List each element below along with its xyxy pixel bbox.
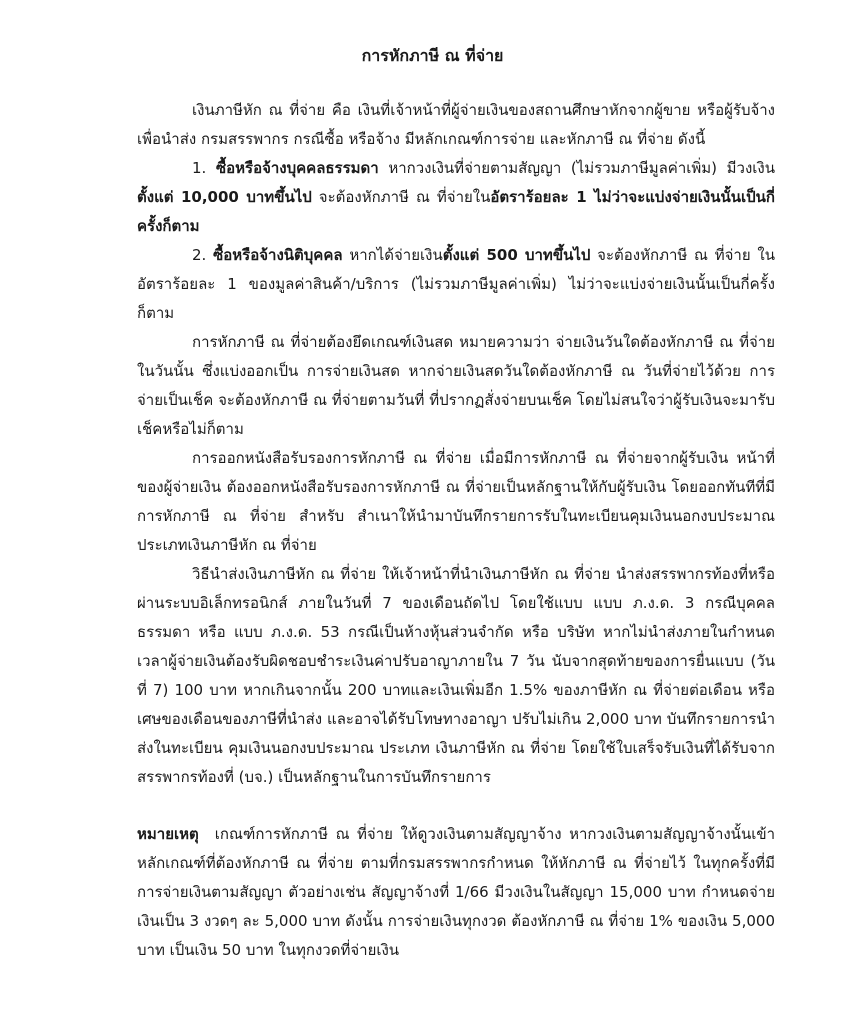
item-2-text-b: จะต้องหักภาษี ณ ที่จ่าย ในอัตราร้อยละ 1 ของมูลค่าสินค้า/บริการ (ไม่รวมภาษีมูลค่าเพิ่ม) ไม่ว่าจะแบ่งจ่ายเงินนั้นเป็นกี่ครั้งก็ตาม [137,246,775,322]
item-1-paragraph [137,154,775,241]
item-2-number: 2. [192,246,207,264]
item-2-text-a: หากได้จ่ายเงิน [342,246,443,264]
item-1-bold-c: อัตราร้อยละ 1 ไม่ว่าจะแบ่งจ่ายเงินนั้นเป็นกี่ครั้งก็ตาม [137,188,775,235]
note-paragraph [137,820,775,965]
item-1-text-b: จะต้องหักภาษี ณ ที่จ่ายใน [311,188,491,206]
item-1-bold-b: ตั้งแต่ 10,000 บาทขึ้นไป [137,188,312,206]
spacer [137,792,775,820]
note-text: เกณฑ์การหักภาษี ณ ที่จ่าย ให้ดูวงเงินตามสัญญาจ้าง หากวงเงินตามสัญญาจ้างนั้นเข้าหลักเกณฑ์ที่ต้องหักภาษี ณ ที่จ่าย ตามที่กรมสรรพากรกำหนด ให้หักภาษี ณ ที่จ่ายไว้ ในทุกครั้งที่มีการจ่ายเงินตามสัญญา ตัวอย่างเช่น สัญญาจ้างที่ 1/66 มีวงเงินในสัญญา 15,000 บาท กำหนดจ่ายเงินเป็น 3 งวดๆ ละ 5,000 บาท ดังนั้น การจ่ายเงินทุกงวด ต้องหักภาษี ณ ที่จ่าย 1% ของเงิน 5,000 บาท เป็นเงิน 50 บาท ในทุกงวดที่จ่ายเงิน [137,825,775,959]
item-1-number: 1. [192,159,207,177]
item-1-bold-a: ซื้อหรือจ้างบุคคลธรรมดา [215,159,379,177]
remittance-paragraph: วิธีนำส่งเงินภาษีหัก ณ ที่จ่าย ให้เจ้าหน้าที่นำเงินภาษีหัก ณ ที่จ่าย นำส่งสรรพากรท้องที่หรือผ่านระบบอิเล็กทรอนิกส์ ภายในวันที่ 7 ของเดือนถัดไป โดยใช้แบบ แบบ ภ.ง.ด. 3 กรณีบุคคลธรรมดา หรือ แบบ ภ.ง.ด. 53 กรณีเป็นห้างหุ้นส่วนจำกัด หรือ บริษัท หากไม่นำส่งภายในกำหนดเวลาผู้จ่ายเงินต้องรับผิดชอบชำระเงินค่าปรับอาญาภายใน 7 วัน นับจากสุดท้ายของการยื่นแบบ (วันที่ 7) 100 บาท หากเกินจากนั้น 200 บาทและเงินเพิ่มอีก 1.5% ของภาษีหัก ณ ที่จ่ายต่อเดือน หรือเศษของเดือนของภาษีที่นำส่ง และอาจได้รับโทษทางอาญา ปรับไม่เกิน 2,000 บาท บันทึกรายการนำส่งในทะเบียน คุมเงินนอกงบประมาณ ประเภท เงินภาษีหัก ณ ที่จ่าย โดยใช้ใบเสร็จรับเงินที่ได้รับจากสรรพากรท้องที่ (บจ.) เป็นหลักฐานในการบันทึกรายการ [137,565,775,786]
certificate-paragraph: การออกหนังสือรับรองการหักภาษี ณ ที่จ่าย เมื่อมีการหักภาษี ณ ที่จ่ายจากผู้รับเงิน หน้าที่ของผู้จ่ายเงิน ต้องออกหนังสือรับรองการหักภาษี ณ ที่จ่ายเป็นหลักฐานให้กับผู้รับเงิน โดยออกทันทีที่มีการหักภาษี ณ ที่จ่าย สำหรับ สำเนาให้นำมาบันทึกรายการรับในทะเบียนคุมเงินนอกงบประมาณประเภทเงินภาษีหัก ณ ที่จ่าย [137,449,775,554]
document-title: การหักภาษี ณ ที่จ่าย [361,46,504,65]
note-label: หมายเหตุ [137,825,199,843]
item-2-bold-a: ซื้อหรือจ้างนิติบุคคล [213,246,343,264]
item-1-text-a: หากวงเงินที่จ่ายตามสัญญา (ไม่รวมภาษีมูลค่าเพิ่ม) มีวงเงิน [378,159,775,177]
document-body [137,96,775,965]
intro-paragraph: เงินภาษีหัก ณ ที่จ่าย คือ เงินที่เจ้าหน้าที่ผู้จ่ายเงินของสถานศึกษาหักจากผู้ขาย หรือผู้รับจ้าง เพื่อนำส่ง กรมสรรพากร กรณีซื้อ หรือจ้าง มีหลักเกณฑ์การจ่าย และหักภาษี ณ ที่จ่าย ดังนี้ [137,101,775,148]
cash-basis-paragraph: การหักภาษี ณ ที่จ่ายต้องยึดเกณฑ์เงินสด หมายความว่า จ่ายเงินวันใดต้องหักภาษี ณ ที่จ่ายในวันนั้น ซึ่งแบ่งออกเป็น การจ่ายเงินสด หากจ่ายเงินสดวันใดต้องหักภาษี ณ วันที่จ่ายไว้ด้วย การจ่ายเป็นเช็ค จะต้องหักภาษี ณ ที่จ่ายตามวันที่ ที่ปรากฏสั่งจ่ายบนเช็ค โดยไม่สนใจว่าผู้รับเงินจะมารับเช็คหรือไม่ก็ตาม [137,333,775,438]
item-2-paragraph [137,241,775,328]
item-2-bold-b: ตั้งแต่ 500 บาทขึ้นไป [442,246,591,264]
